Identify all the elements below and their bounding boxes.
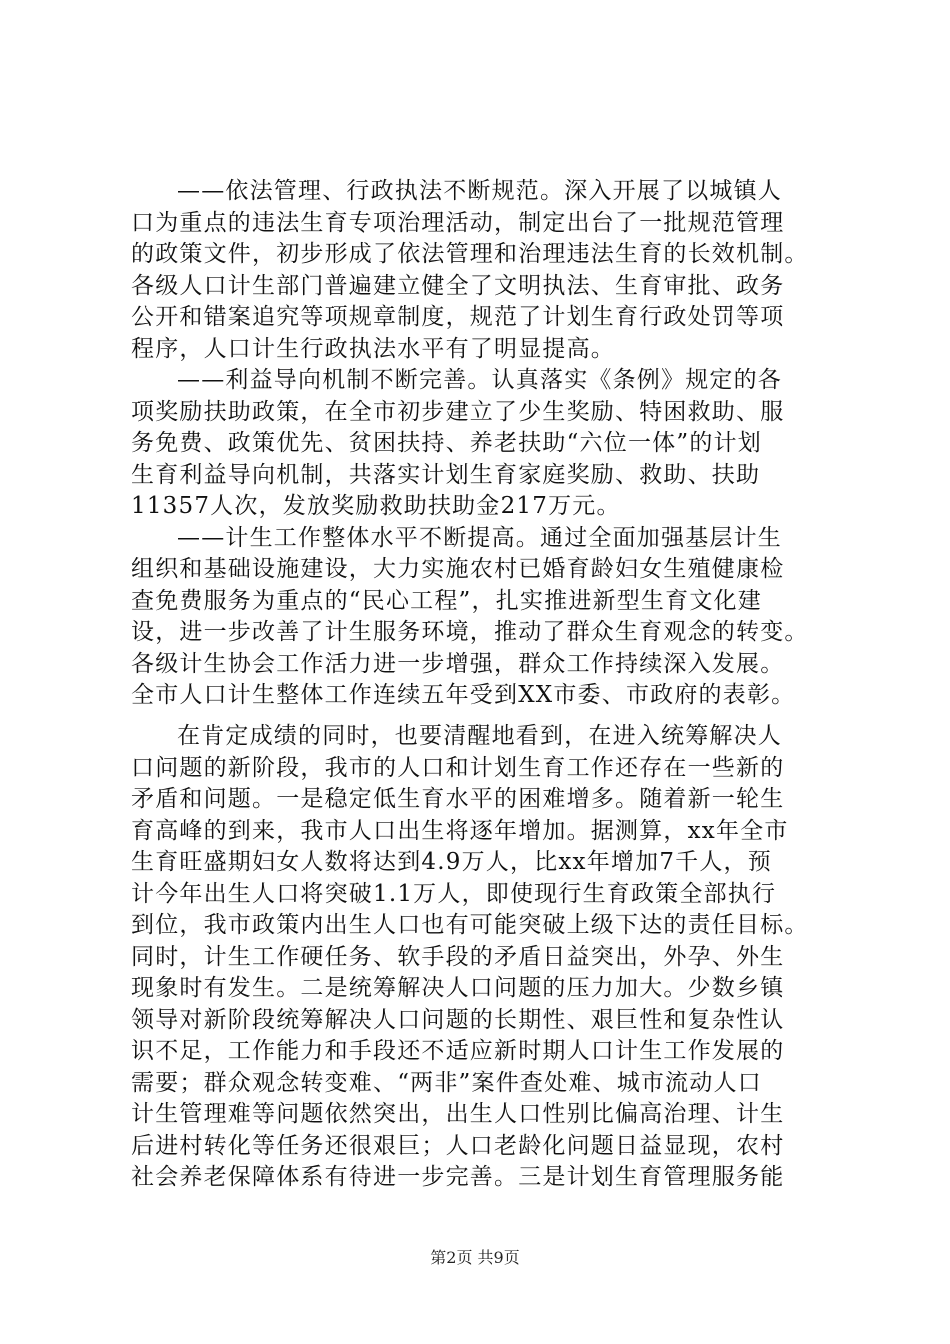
- text-line: 的政策文件，初步形成了依法管理和治理违法生育的长效机制。: [131, 241, 809, 267]
- text-line: 计生管理难等问题依然突出，出生人口性别比偏高治理、计生: [131, 1101, 785, 1127]
- text-line: 全市人口计生整体工作连续五年受到XX市委、市政府的表彰。: [131, 682, 796, 708]
- text-line: 后进村转化等任务还很艰巨；人口老龄化问题日益显现，农村: [131, 1132, 785, 1159]
- text-line: 社会养老保障体系有待进一步完善。三是计划生育管理服务能: [131, 1164, 785, 1190]
- text-line: 务免费、政策优先、贫困扶持、养老扶助“六位一体”的计划: [131, 430, 762, 456]
- text-line: 项奖励扶助政策，在全市初步建立了少生奖励、特困救助、服: [131, 398, 785, 425]
- text-line: 识不足，工作能力和手段还不适应新时期人口计生工作发展的: [131, 1038, 785, 1064]
- problems-section: [131, 721, 831, 1194]
- text-line: 生育旺盛期妇女人数将达到4.9万人，比xx年增加7千人，预: [131, 849, 772, 875]
- text-line: 口为重点的违法生育专项治理活动，制定出台了一批规范管理: [131, 209, 785, 236]
- text-line: 程序，人口计生行政执法水平有了明显提高。: [131, 335, 615, 362]
- text-line: 计今年出生人口将突破1.1万人，即使现行生育政策全部执行: [131, 880, 777, 907]
- text-line: 组织和基础设施建设，大力实施农村已婚育龄妇女生殖健康检: [131, 556, 785, 582]
- text-line: ——计生工作整体水平不断提高。通过全面加强基层计生: [177, 524, 782, 551]
- text-line: 口问题的新阶段，我市的人口和计划生育工作还存在一些新的: [131, 754, 785, 781]
- text-line: 需要；群众观念转变难、“两非”案件查处难、城市流动人口: [131, 1069, 762, 1096]
- text-line: 到位，我市政策内出生人口也有可能突破上级下达的责任目标。: [131, 912, 809, 938]
- text-line: ——依法管理、行政执法不断规范。深入开展了以城镇人: [177, 178, 782, 204]
- text-line: 矛盾和问题。一是稳定低生育水平的困难增多。随着新一轮生: [131, 786, 785, 812]
- achievements-section: [131, 176, 831, 712]
- text-line: 各级人口计生部门普遍建立健全了文明执法、生育审批、政务: [131, 272, 785, 299]
- text-line: 领导对新阶段统筹解决人口问题的长期性、艰巨性和复杂性认: [131, 1006, 785, 1033]
- text-line: 同时，计生工作硬任务、软手段的矛盾日益突出，外孕、外生: [131, 943, 785, 970]
- text-line: 11357人次，发放奖励救助扶助金217万元。: [131, 493, 621, 519]
- text-line: 育高峰的到来，我市人口出生将逐年增加。据测算，xx年全市: [131, 817, 789, 844]
- text-line: 各级计生协会工作活力进一步增强，群众工作持续深入发展。: [131, 650, 785, 677]
- text-line: ——利益导向机制不断完善。认真落实《条例》规定的各: [177, 367, 782, 393]
- text-line: 生育利益导向机制，共落实计划生育家庭奖励、救助、扶助: [131, 461, 761, 488]
- text-line: 在肯定成绩的同时，也要清醒地看到，在进入统筹解决人: [177, 723, 782, 749]
- text-line: 查免费服务为重点的“民心工程”，扎实推进新型生育文化建: [131, 587, 762, 614]
- text-line: 现象时有发生。二是统筹解决人口问题的压力加大。少数乡镇: [131, 975, 785, 1001]
- text-line: 公开和错案追究等项规章制度，规范了计划生育行政处罚等项: [131, 304, 785, 330]
- page-number: 第2页 共9页: [430, 1248, 520, 1267]
- text-line: 设，进一步改善了计生服务环境，推动了群众生育观念的转变。: [131, 619, 809, 645]
